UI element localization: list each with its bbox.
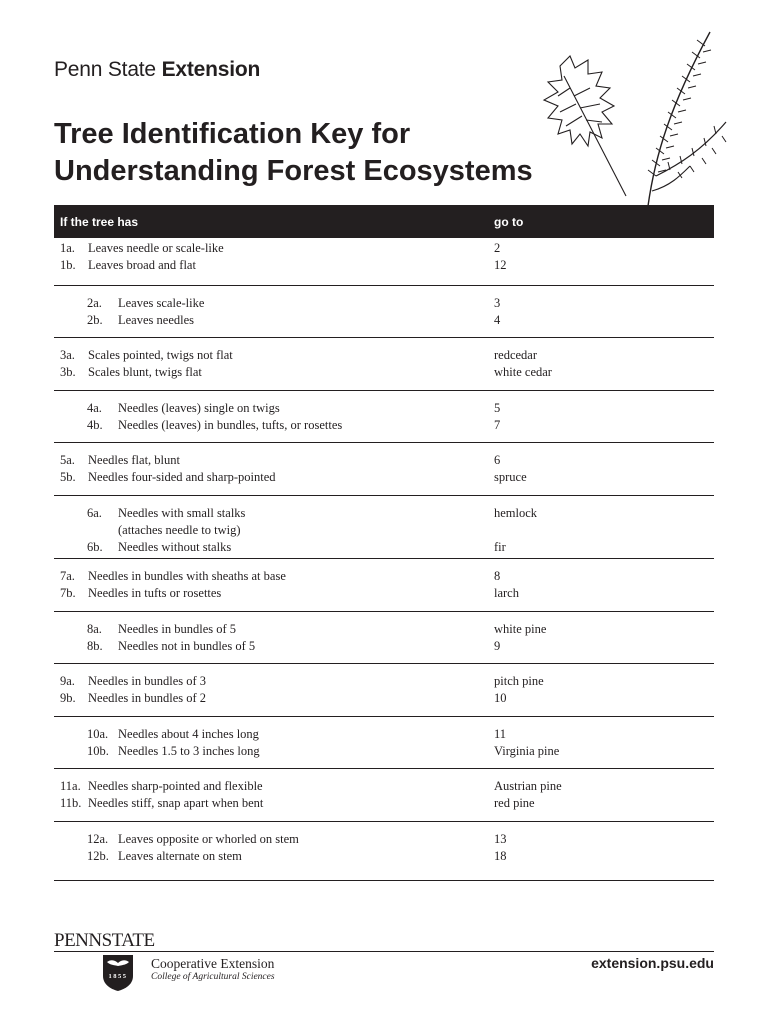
key-table-body bbox=[54, 238, 714, 881]
step-description: Leaves needle or scale-like bbox=[88, 241, 224, 255]
step-go-to: 2 bbox=[494, 241, 501, 255]
key-step-row bbox=[54, 417, 714, 434]
key-step-row bbox=[54, 312, 714, 329]
step-number: 5a. bbox=[60, 453, 75, 467]
step-number: 8b. bbox=[87, 639, 103, 653]
step-number: 12b. bbox=[87, 849, 109, 863]
key-step-row bbox=[54, 522, 714, 539]
step-description: Needles not in bundles of 5 bbox=[118, 639, 256, 653]
step-go-to: 9 bbox=[494, 639, 501, 653]
key-step-row bbox=[54, 240, 714, 257]
brand-secondary: Extension bbox=[161, 58, 261, 81]
step-description: Needles without stalks bbox=[118, 540, 232, 554]
step-description: Leaves needles bbox=[118, 313, 195, 327]
step-go-to: redcedar bbox=[494, 348, 538, 362]
step-description: Needles 1.5 to 3 inches long bbox=[118, 744, 260, 758]
page-title-line-2: Understanding Forest Ecosystems bbox=[54, 155, 533, 187]
step-number: 4b. bbox=[87, 418, 103, 432]
step-number: 11a. bbox=[60, 779, 81, 793]
step-go-to: white cedar bbox=[494, 365, 552, 379]
step-number: 5b. bbox=[60, 470, 76, 484]
step-go-to: red pine bbox=[494, 796, 535, 810]
extension-url-link[interactable]: extension.psu.edu bbox=[591, 955, 714, 971]
step-go-to: white pine bbox=[494, 622, 547, 636]
step-go-to: spruce bbox=[494, 470, 527, 484]
table-header bbox=[54, 205, 714, 238]
step-go-to: Virginia pine bbox=[494, 744, 560, 758]
key-step-row bbox=[54, 848, 714, 865]
step-description: Needles in bundles with sheaths at base bbox=[88, 569, 286, 583]
key-step-group bbox=[54, 612, 714, 664]
key-step-row bbox=[54, 743, 714, 760]
key-step-row bbox=[54, 452, 714, 469]
penn-state-shield-logo bbox=[102, 954, 134, 992]
step-number: 9b. bbox=[60, 691, 76, 705]
step-description: Needles (leaves) in bundles, tufts, or rosettes bbox=[118, 418, 343, 432]
key-step-group bbox=[54, 717, 714, 769]
key-step-row bbox=[54, 257, 714, 274]
step-go-to: 13 bbox=[494, 832, 507, 846]
step-description: Needles flat, blunt bbox=[88, 453, 180, 467]
key-step-row bbox=[54, 539, 714, 556]
key-step-group bbox=[54, 338, 714, 391]
cooperative-extension-label: Cooperative Extension bbox=[151, 956, 275, 971]
penn-state-wordmark: PENNSTATE bbox=[54, 930, 155, 951]
step-number: 4a. bbox=[87, 401, 102, 415]
step-number: 7b. bbox=[60, 586, 76, 600]
step-go-to: 6 bbox=[494, 453, 501, 467]
key-step-row bbox=[54, 568, 714, 585]
college-label: College of Agricultural Sciences bbox=[151, 972, 275, 982]
key-step-row bbox=[54, 795, 714, 812]
step-description: Needles (leaves) single on twigs bbox=[118, 401, 280, 415]
key-step-row bbox=[54, 690, 714, 707]
step-description: Leaves alternate on stem bbox=[118, 849, 242, 863]
step-description: Needles about 4 inches long bbox=[118, 727, 259, 741]
step-description: Leaves scale-like bbox=[118, 296, 205, 310]
step-number: 1a. bbox=[60, 241, 75, 255]
page-title bbox=[54, 116, 533, 190]
step-go-to: 7 bbox=[494, 418, 501, 432]
column-header-if-the-tree-has: If the tree has bbox=[60, 215, 139, 229]
step-number: 3a. bbox=[60, 348, 75, 362]
step-go-to: 3 bbox=[494, 296, 501, 310]
key-step-group bbox=[54, 496, 714, 559]
key-step-row bbox=[54, 469, 714, 486]
step-description: (attaches needle to twig) bbox=[118, 523, 241, 537]
step-number: 7a. bbox=[60, 569, 75, 583]
key-step-row bbox=[54, 295, 714, 312]
step-number: 2a. bbox=[87, 296, 102, 310]
step-number: 10b. bbox=[87, 744, 109, 758]
shield-year: 1855 bbox=[108, 973, 128, 980]
key-step-row bbox=[54, 778, 714, 795]
step-go-to: Austrian pine bbox=[494, 779, 562, 793]
key-step-row bbox=[54, 726, 714, 743]
step-number: 6a. bbox=[87, 506, 102, 520]
step-go-to: larch bbox=[494, 586, 519, 600]
brand-primary: Penn State bbox=[54, 58, 156, 81]
key-step-group bbox=[54, 664, 714, 717]
step-go-to: 8 bbox=[494, 569, 501, 583]
step-description: Needles with small stalks bbox=[118, 506, 246, 520]
step-description: Needles stiff, snap apart when bent bbox=[88, 796, 264, 810]
key-step-group bbox=[54, 238, 714, 286]
step-go-to: 10 bbox=[494, 691, 507, 705]
key-step-group bbox=[54, 286, 714, 338]
step-go-to: 11 bbox=[494, 727, 507, 741]
step-description: Needles sharp-pointed and flexible bbox=[88, 779, 263, 793]
key-step-group bbox=[54, 822, 714, 881]
step-description: Needles in bundles of 5 bbox=[118, 622, 237, 636]
step-number: 9a. bbox=[60, 674, 75, 688]
step-description: Needles in bundles of 3 bbox=[88, 674, 207, 688]
step-go-to: hemlock bbox=[494, 506, 538, 520]
step-description: Needles in bundles of 2 bbox=[88, 691, 207, 705]
step-description: Scales pointed, twigs not flat bbox=[88, 348, 233, 362]
step-go-to: 5 bbox=[494, 401, 501, 415]
page-title-line-1: Tree Identification Key for bbox=[54, 118, 411, 150]
key-step-row bbox=[54, 673, 714, 690]
key-step-row bbox=[54, 638, 714, 655]
step-number: 6b. bbox=[87, 540, 103, 554]
step-go-to: 18 bbox=[494, 849, 507, 863]
key-step-row bbox=[54, 400, 714, 417]
step-number: 3b. bbox=[60, 365, 76, 379]
oak-leaf-and-hemlock-branch-illustration bbox=[530, 26, 740, 211]
step-description: Scales blunt, twigs flat bbox=[88, 365, 202, 379]
step-description: Needles in tufts or rosettes bbox=[88, 586, 222, 600]
step-number: 2b. bbox=[87, 313, 103, 327]
step-number: 11b. bbox=[60, 796, 82, 810]
step-description: Leaves opposite or whorled on stem bbox=[118, 832, 299, 846]
step-number: 10a. bbox=[87, 727, 109, 741]
key-step-row bbox=[54, 505, 714, 522]
step-go-to: fir bbox=[494, 540, 506, 554]
key-step-row bbox=[54, 364, 714, 381]
footer-divider bbox=[54, 951, 714, 952]
step-go-to: 12 bbox=[494, 258, 507, 272]
key-step-group bbox=[54, 443, 714, 496]
key-step-row bbox=[54, 621, 714, 638]
key-step-group bbox=[54, 769, 714, 822]
key-step-row bbox=[54, 585, 714, 602]
key-step-row bbox=[54, 831, 714, 848]
step-number: 12a. bbox=[87, 832, 109, 846]
key-step-row bbox=[54, 347, 714, 364]
step-description: Needles four-sided and sharp-pointed bbox=[88, 470, 276, 484]
extension-brand bbox=[54, 58, 260, 82]
step-go-to: pitch pine bbox=[494, 674, 544, 688]
step-description: Leaves broad and flat bbox=[88, 258, 196, 272]
step-number: 8a. bbox=[87, 622, 102, 636]
key-step-group bbox=[54, 391, 714, 443]
column-header-go-to: go to bbox=[494, 215, 524, 229]
step-go-to: 4 bbox=[494, 313, 501, 327]
step-number: 1b. bbox=[60, 258, 76, 272]
key-step-group bbox=[54, 559, 714, 612]
